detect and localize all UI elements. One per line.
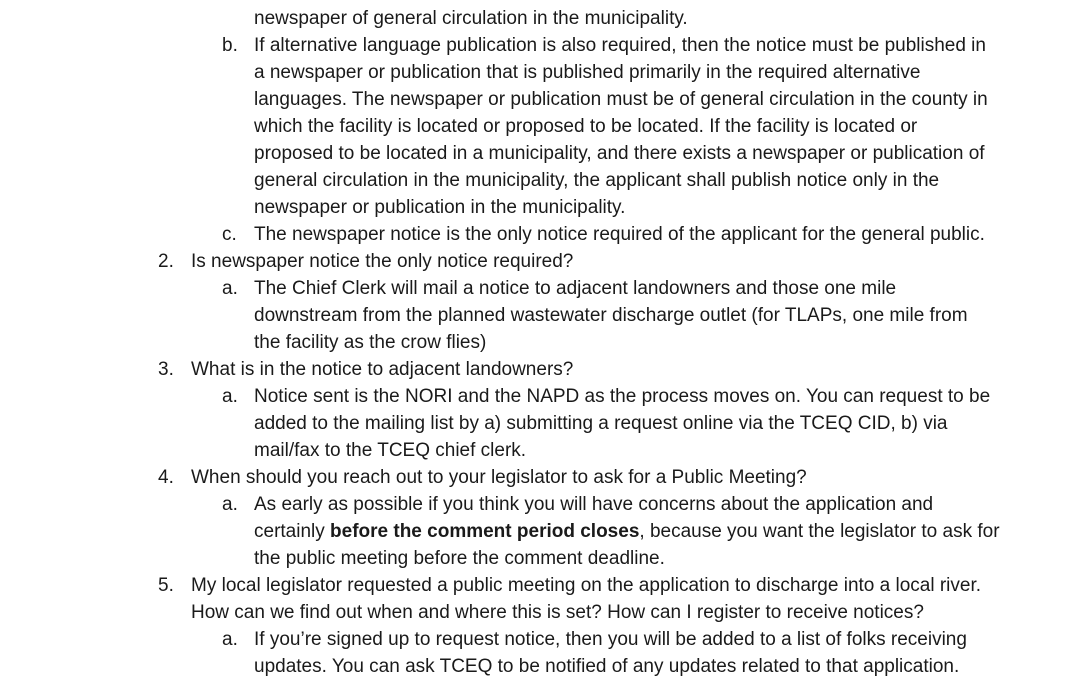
item-5a-line-1: updates. You can ask TCEQ to be notified of any updates related to that application. bbox=[254, 656, 960, 677]
item-5-question-line-1: How can we find out when and where this is set? How can I register to receive notices? bbox=[191, 602, 924, 623]
item-4a-line-1-post: , because you want the legislator to ask for bbox=[639, 521, 1000, 542]
item-5a-marker: a. bbox=[222, 629, 238, 650]
item-2-question: Is newspaper notice the only notice required? bbox=[191, 251, 574, 272]
item-3a-line-1: added to the mailing list by a) submitting a request online via the TCEQ CID, b) via bbox=[254, 413, 948, 434]
item-4a-line-0: As early as possible if you think you will have concerns about the application and bbox=[254, 494, 934, 515]
item-1b-line-0: If alternative language publication is also required, then the notice must be published in bbox=[254, 35, 986, 56]
item-3a-marker: a. bbox=[222, 386, 238, 407]
item-2-marker: 2. bbox=[158, 251, 174, 272]
item-1c-marker: c. bbox=[222, 224, 237, 245]
item-2a-line-2: the facility as the crow flies) bbox=[254, 332, 487, 353]
item-4a-line-2: the public meeting before the comment deadline. bbox=[254, 548, 665, 569]
item-1b-line-5: general circulation in the municipality, the applicant shall publish notice only in the bbox=[254, 170, 940, 191]
item-1c-line-0: The newspaper notice is the only notice required of the applicant for the general public. bbox=[254, 224, 985, 245]
item-1a-line-0: newspaper of general circulation in the municipality. bbox=[254, 8, 688, 29]
item-1b-line-3: which the facility is located or proposed to be located. If the facility is located or bbox=[254, 116, 918, 137]
item-3a-line-2: mail/fax to the TCEQ chief clerk. bbox=[254, 440, 527, 461]
item-5a-line-0: If you’re signed up to request notice, then you will be added to a list of folks receiving bbox=[254, 629, 967, 650]
item-1b-line-2: languages. The newspaper or publication must be of general circulation in the county in bbox=[254, 89, 988, 110]
item-3-question: What is in the notice to adjacent landowners? bbox=[191, 359, 574, 380]
item-4a-line-1-pre: certainly bbox=[254, 521, 331, 542]
item-3-marker: 3. bbox=[158, 359, 174, 380]
comment-period-emphasis: before the comment period closes bbox=[330, 521, 640, 542]
item-4a-line-1 bbox=[254, 518, 1000, 545]
item-4a-marker: a. bbox=[222, 494, 238, 515]
item-4-marker: 4. bbox=[158, 467, 174, 488]
item-2a-line-0: The Chief Clerk will mail a notice to adjacent landowners and those one mile bbox=[254, 278, 897, 299]
item-1b-line-6: newspaper or publication in the municipality. bbox=[254, 197, 626, 218]
item-5-marker: 5. bbox=[158, 575, 174, 596]
item-4-question: When should you reach out to your legislator to ask for a Public Meeting? bbox=[191, 467, 807, 488]
item-5-question-line-0: My local legislator requested a public meeting on the application to discharge into a local river. bbox=[191, 575, 982, 596]
item-1b-line-1: a newspaper or publication that is published primarily in the required alternative bbox=[254, 62, 921, 83]
item-3a-line-0: Notice sent is the NORI and the NAPD as the process moves on. You can request to be bbox=[254, 386, 991, 407]
item-2a-line-1: downstream from the planned wastewater discharge outlet (for TLAPs, one mile from bbox=[254, 305, 968, 326]
item-1b-marker: b. bbox=[222, 35, 238, 56]
item-2a-marker: a. bbox=[222, 278, 238, 299]
item-1b-line-4: proposed to be located in a municipality, and there exists a newspaper or publication of bbox=[254, 143, 985, 164]
